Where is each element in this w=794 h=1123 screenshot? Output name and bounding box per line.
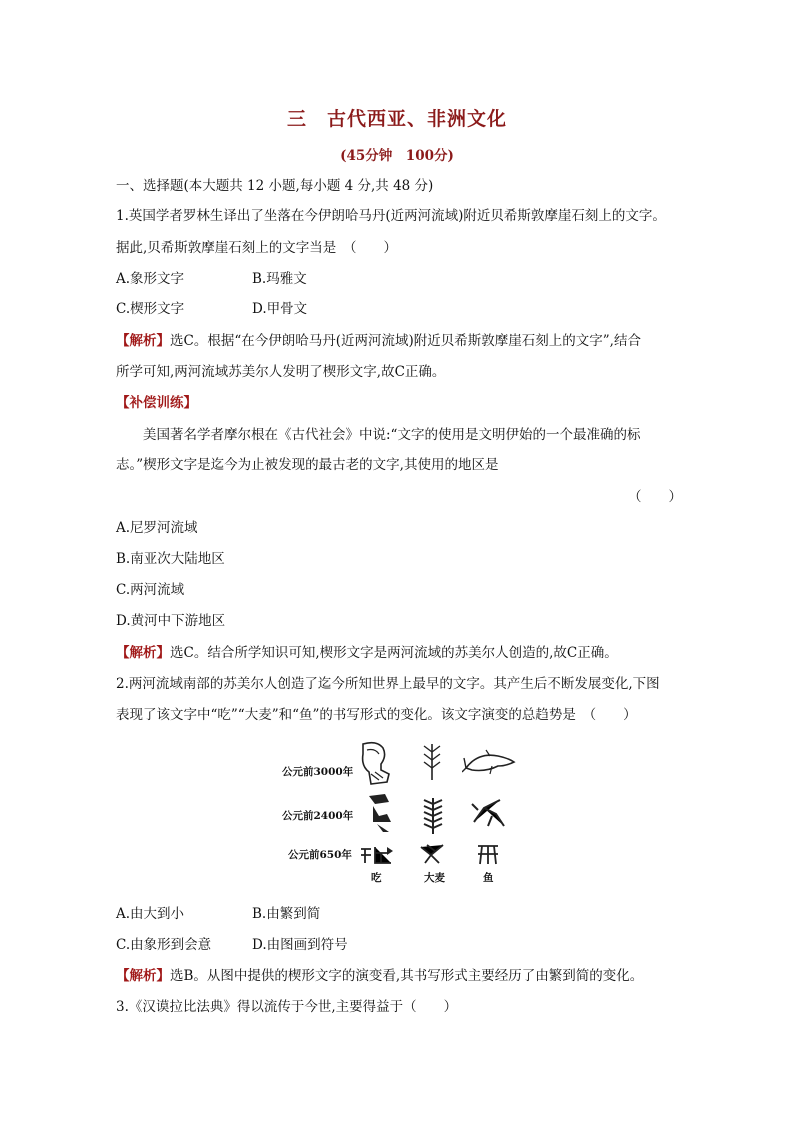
analysis-tag: 【解析】 xyxy=(116,645,170,661)
q3-stem-line1: 3.《汉谟拉比法典》得以流传于今世,主要得益于（ ） xyxy=(116,999,458,1015)
q1-analysis-text: 选C。根据“在今伊朗哈马丹(近两河流域)附近贝希斯敦摩崖石刻上的文字”,结合 xyxy=(170,333,641,349)
q1-stem-line2: 据此,贝希斯敦摩崖石刻上的文字当是 （ ） xyxy=(116,240,398,256)
supp-tag: 【补偿训练】 xyxy=(116,395,197,411)
supp-stem-line2: 志。”楔形文字是迄今为止被发现的最古老的文字,其使用的地区是 xyxy=(116,457,499,473)
page-title: 三 古代西亚、非洲文化 xyxy=(286,108,507,130)
supp-option-a: A.尼罗河流域 xyxy=(116,520,198,536)
figure-row-label-3000bc: 公元前3000年 xyxy=(282,766,354,778)
supp-answer-paren: （ ） xyxy=(628,489,682,505)
supp-option-b: B.南亚次大陆地区 xyxy=(116,551,225,567)
eat-cuneiform-2400bc xyxy=(365,792,395,834)
eat-cuneiform-650bc xyxy=(359,845,395,865)
q2-option-a: A.由大到小 xyxy=(116,906,185,922)
supp-option-d: D.黄河中下游地区 xyxy=(116,613,226,629)
supp-option-c: C.两河流域 xyxy=(116,582,185,598)
q2-option-b: B.由繁到简 xyxy=(252,906,321,922)
fish-cuneiform-2400bc xyxy=(470,796,506,830)
q1-analysis-line2: 所学可知,两河流域苏美尔人发明了楔形文字,故C正确。 xyxy=(116,364,446,380)
q2-stem-line1: 2.两河流域南部的苏美尔人创造了迄今所知世界上最早的文字。其产生后不断发展变化,下图 xyxy=(116,676,660,692)
q1-option-c: C.楔形文字 xyxy=(116,301,185,317)
q1-option-b: B.玛雅文 xyxy=(252,271,307,287)
barley-cuneiform-2400bc xyxy=(421,796,445,836)
supp-stem-line1: 美国著名学者摩尔根在《古代社会》中说:“文字的使用是文明伊始的一个最准确的标 xyxy=(143,427,641,443)
figure-col-label-fish: 鱼 xyxy=(483,872,494,884)
q2-analysis xyxy=(116,966,643,986)
fish-pictograph-3000bc xyxy=(462,748,516,776)
section-heading: 一、选择题(本大题共 12 小题,每小题 4 分,共 48 分) xyxy=(116,178,434,194)
figure-row-label-2400bc: 公元前2400年 xyxy=(282,810,354,822)
q1-option-d: D.甲骨文 xyxy=(252,301,308,317)
analysis-tag: 【解析】 xyxy=(116,968,170,984)
figure-col-label-barley: 大麦 xyxy=(424,872,445,884)
supp-analysis-text: 选C。结合所学知识可知,楔形文字是两河流域的苏美尔人创造的,故C正确。 xyxy=(170,645,618,661)
q1-option-a: A.象形文字 xyxy=(116,271,185,287)
page-subtitle: (45分钟 100分) xyxy=(340,148,454,164)
analysis-tag: 【解析】 xyxy=(116,333,170,349)
supp-analysis xyxy=(116,643,618,663)
q1-analysis-line1 xyxy=(116,331,641,351)
q2-option-c: C.由象形到会意 xyxy=(116,937,212,953)
figure-row-label-650bc: 公元前650年 xyxy=(288,849,352,861)
q2-option-d: D.由图画到符号 xyxy=(252,937,348,953)
figure-col-label-eat: 吃 xyxy=(371,872,382,884)
q2-stem-line2: 表现了该文字中“吃”“大麦”和“鱼”的书写形式的变化。该文字演变的总趋势是 （ ） xyxy=(116,707,637,723)
q1-stem-line1: 1.英国学者罗林生译出了坐落在今伊朗哈马丹(近两河流域)附近贝希斯敦摩崖石刻上的文字。 xyxy=(116,208,666,224)
fish-cuneiform-650bc xyxy=(476,842,500,866)
barley-cuneiform-650bc xyxy=(419,843,445,865)
q2-analysis-text: 选B。从图中提供的楔形文字的演变看,其书写形式主要经历了由繁到简的变化。 xyxy=(170,968,644,984)
barley-pictograph-3000bc xyxy=(419,742,445,782)
eat-pictograph-3000bc xyxy=(357,740,393,788)
